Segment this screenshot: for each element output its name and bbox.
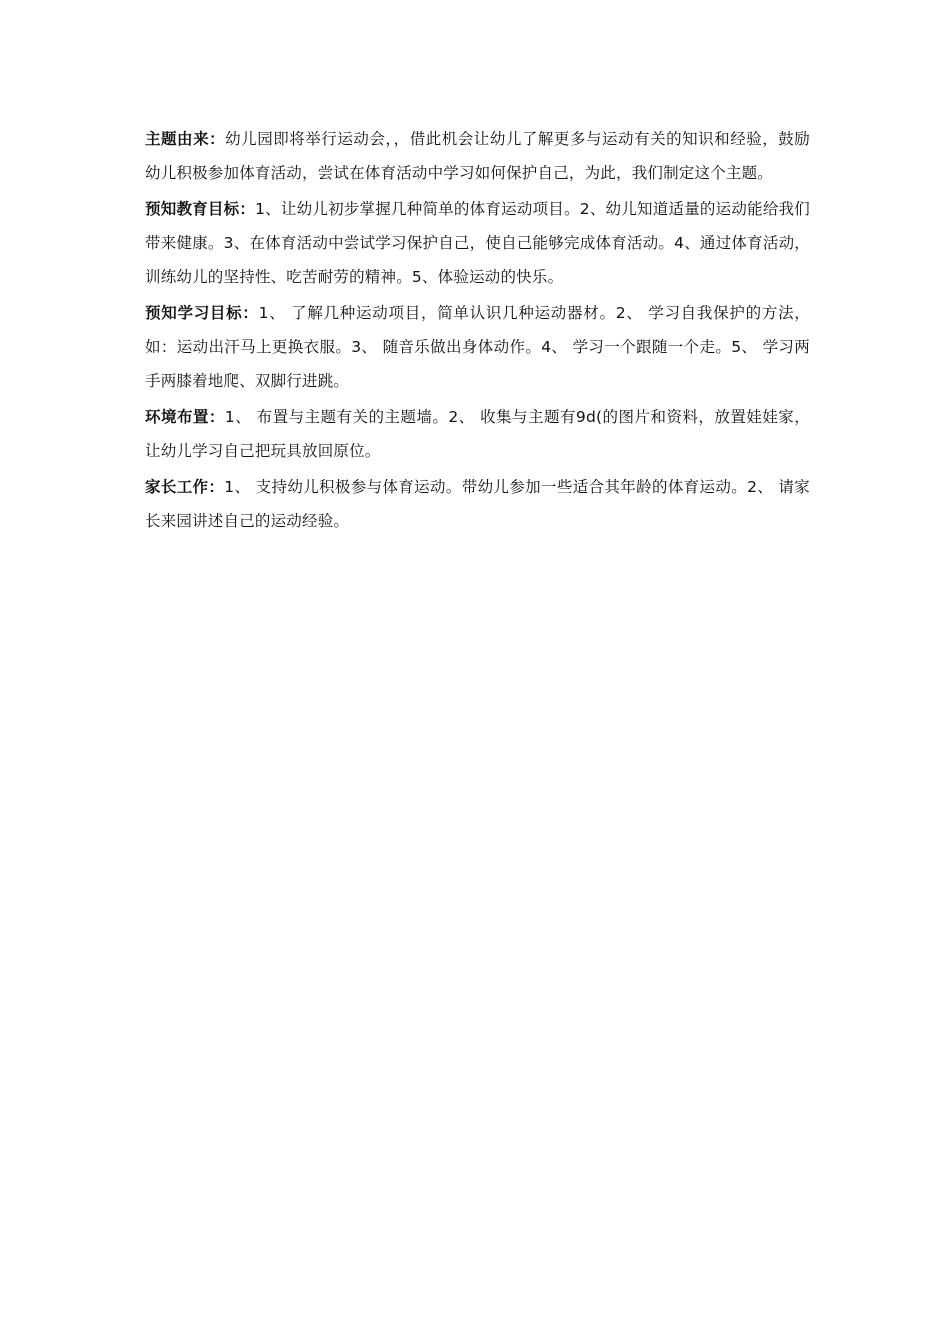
section-learning-goals bbox=[145, 296, 810, 398]
section-label: 环境布置： bbox=[145, 408, 225, 426]
section-theme-origin bbox=[145, 122, 810, 190]
section-text: 幼儿园即将举行运动会，，借此机会让幼儿了解更多与运动有关的知识和经验，鼓励幼儿积极参加体育活动，尝试在体育活动中学习如何保护自己，为此，我们制定这个主题。 bbox=[145, 130, 810, 182]
section-text: 1、 支持幼儿积极参与体育运动。带幼儿参加一些适合其年龄的体育运动。2、 请家长来园讲述自己的运动经验。 bbox=[145, 478, 810, 530]
section-label: 主题由来： bbox=[145, 130, 226, 148]
section-label: 预知教育目标： bbox=[145, 200, 256, 218]
section-label: 家长工作： bbox=[145, 478, 225, 496]
section-parent-work bbox=[145, 470, 810, 538]
section-text: 1、让幼儿初步掌握几种简单的体育运动项目。2、幼儿知道适量的运动能给我们带来健康。3、在体育活动中尝试学习保护自己，使自己能够完成体育活动。4、通过体育活动，训练幼儿的坚持性、吃苦耐劳的精神。5、体验运动的快乐。 bbox=[145, 200, 810, 286]
section-text: 1、 布置与主题有关的主题墙。2、 收集与主题有9d(的图片和资料，放置娃娃家，让幼儿学习自己把玩具放回原位。 bbox=[145, 408, 810, 460]
section-education-goals bbox=[145, 192, 810, 294]
document-body bbox=[145, 122, 810, 540]
section-environment-setup bbox=[145, 400, 810, 468]
section-text: 1、 了解几种运动项目，简单认识几种运动器材。2、 学习自我保护的方法，如：运动出汗马上更换衣服。3、 随音乐做出身体动作。4、 学习一个跟随一个走。5、 学习两手两膝着地爬、双脚行进跳。 bbox=[145, 304, 810, 390]
section-label: 预知学习目标： bbox=[145, 304, 259, 322]
